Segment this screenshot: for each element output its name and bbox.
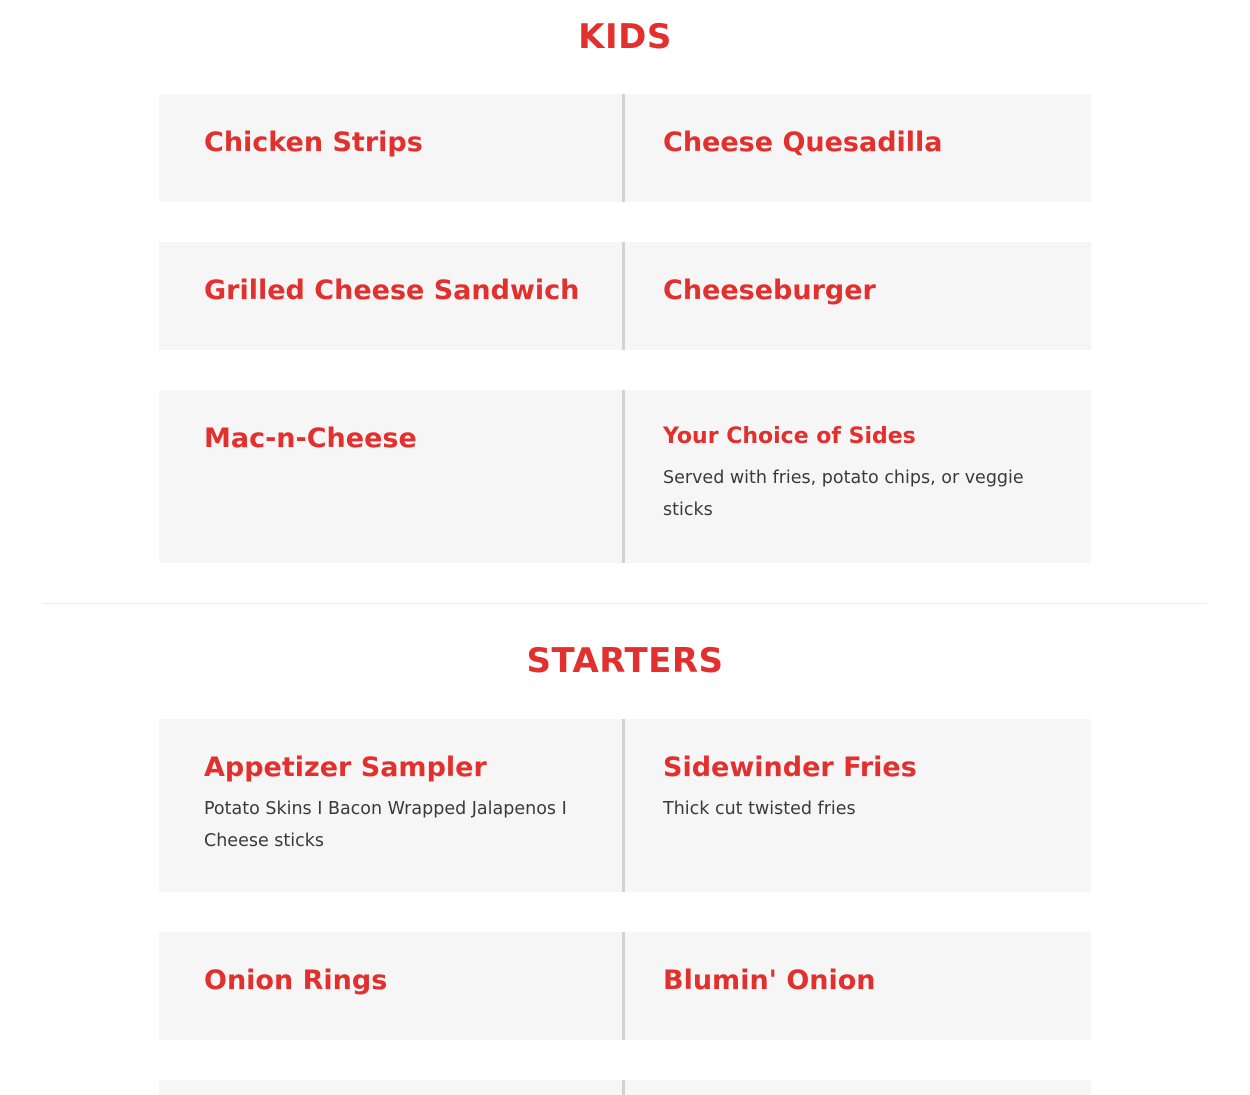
menu-item [159, 94, 625, 202]
menu-item [625, 932, 1091, 1040]
menu-item [159, 390, 625, 563]
section-title-starters: STARTERS [526, 641, 724, 681]
menu-item [625, 1080, 1091, 1095]
menu-item-description: Served with fries, potato chips, or veggie sticks [663, 468, 1024, 520]
menu-item [159, 932, 625, 1040]
kids-row-3 [159, 390, 1091, 563]
menu-item [625, 94, 1091, 202]
menu-item-name: Sidewinder Fries [663, 752, 917, 783]
menu-item-name: Your Choice of Sides [663, 424, 916, 449]
menu-item-name: Appetizer Sampler [204, 752, 487, 783]
menu-item-description: Potato Skins I Bacon Wrapped Jalapenos I Cheese sticks [204, 799, 567, 851]
starters-row-1 [159, 719, 1091, 892]
kids-row-1 [159, 94, 1091, 202]
menu-item-name: Blumin' Onion [663, 965, 876, 996]
menu-item-name: Grilled Cheese Sandwich [204, 275, 580, 306]
menu-item-name: Cheese Quesadilla [663, 127, 943, 158]
section-divider [43, 603, 1207, 604]
starters-row-2 [159, 932, 1091, 1040]
starters-row-3 [159, 1080, 1091, 1095]
kids-row-2 [159, 242, 1091, 350]
starters-section [0, 641, 1250, 681]
menu-item-name: Chicken Strips [204, 127, 423, 158]
menu-item-name: Cheeseburger [663, 275, 876, 306]
menu-item [625, 242, 1091, 350]
menu-item-description: Thick cut twisted fries [663, 799, 856, 819]
menu-item [159, 242, 625, 350]
menu-item [625, 390, 1091, 563]
menu-item [159, 1080, 625, 1095]
section-title-kids: KIDS [578, 17, 672, 57]
menu-item-name: Onion Rings [204, 965, 388, 996]
menu-item-name: Mac-n-Cheese [204, 423, 417, 454]
menu-item [625, 719, 1091, 892]
kids-section [0, 17, 1250, 57]
menu-item [159, 719, 625, 892]
